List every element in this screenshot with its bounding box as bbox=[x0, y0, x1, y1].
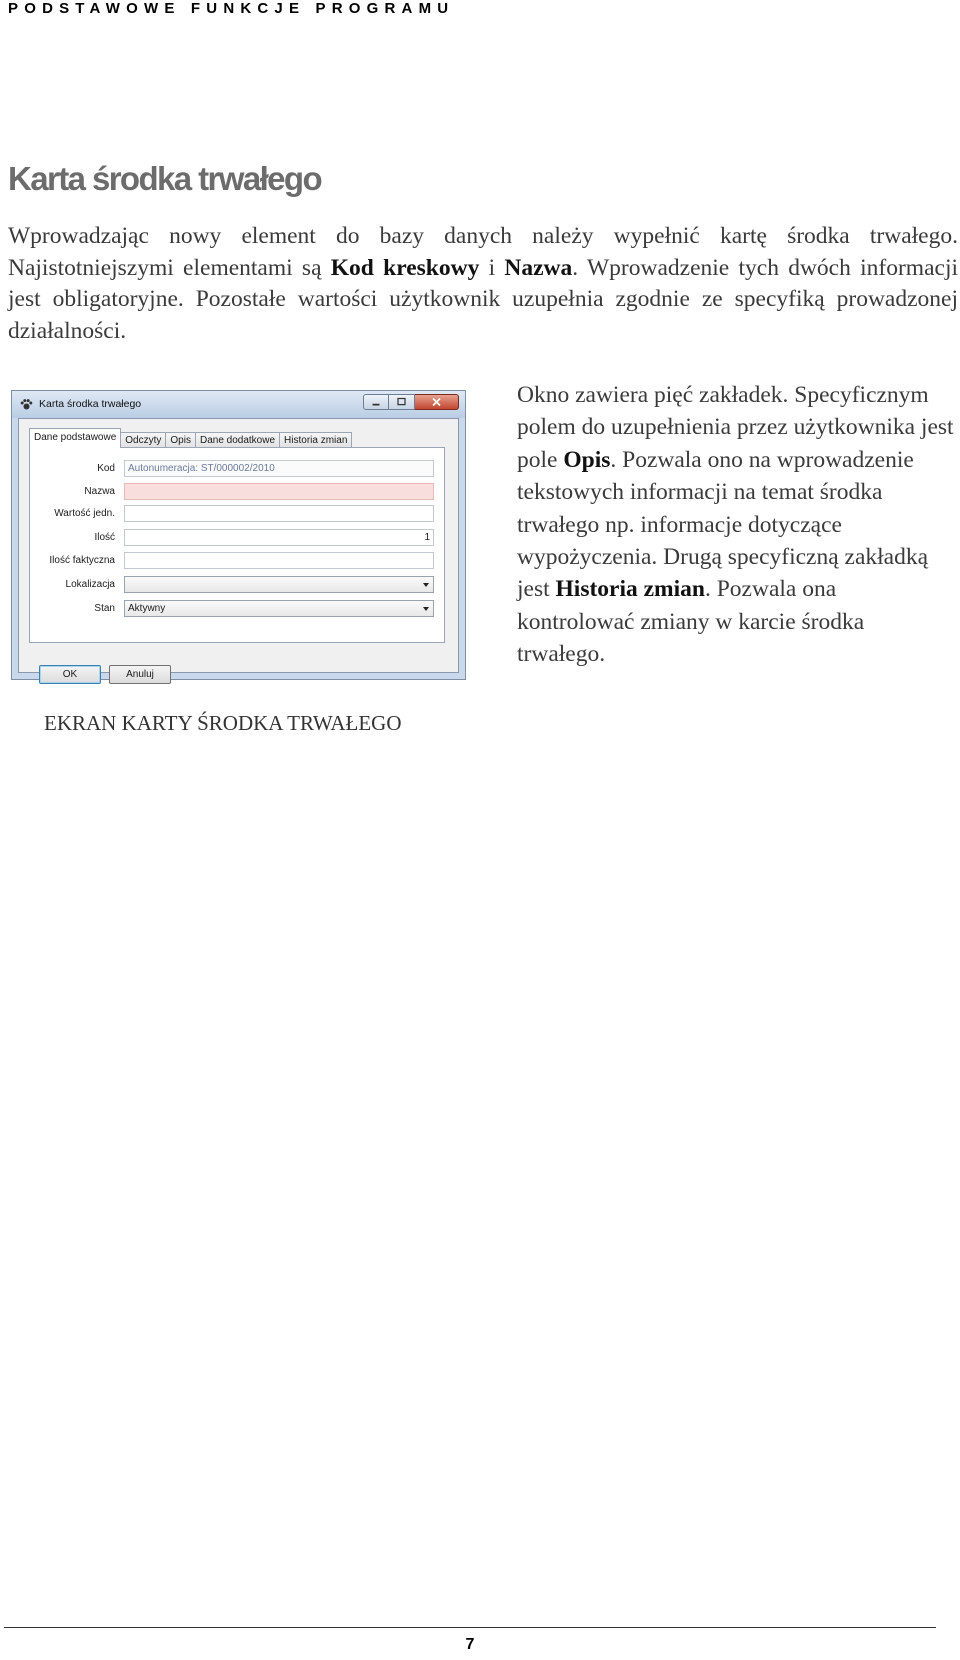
stan-dropdown[interactable] bbox=[124, 600, 434, 617]
stan-value: Aktywny bbox=[128, 603, 166, 614]
side-text: . Pozwala ono na wprowadzenie tekstowych informacji na temat środka trwałego np. informacje dotyczące wypożyczenia. Drugą specyficzną zakładką jest bbox=[517, 446, 929, 603]
ok-button[interactable]: OK bbox=[39, 665, 101, 684]
close-icon bbox=[415, 395, 458, 409]
minimize-icon bbox=[364, 395, 388, 409]
label-kod: Kod bbox=[97, 463, 115, 474]
tab-historia-zmian[interactable]: Historia zmian bbox=[279, 432, 352, 448]
side-bold-opis: Opis bbox=[563, 446, 611, 473]
cancel-button[interactable]: Anuluj bbox=[109, 665, 171, 684]
form-row-lokalizacja bbox=[30, 576, 446, 594]
window-client-area bbox=[18, 418, 459, 680]
minimize-button[interactable] bbox=[363, 394, 389, 410]
label-ilosc: Ilość bbox=[94, 532, 115, 543]
intro-text: . Wprowadzenie tych dwóch informacji jest obligatoryjne. Pozostałe wartości użytkownik uzupełnia zgodnie ze specyfiką prowadzonej działalności. bbox=[8, 254, 959, 345]
wartosc-jedn-field[interactable] bbox=[124, 505, 434, 522]
lokalizacja-dropdown[interactable] bbox=[124, 576, 434, 593]
running-head: PODSTAWOWE FUNKCJE PROGRAMU bbox=[8, 0, 455, 17]
intro-text: Wprowadzając nowy element do bazy danych należy wypełnić kartę środka trwałego. Najistotniejszymi elementami są bbox=[8, 223, 958, 281]
asset-card-window-screenshot bbox=[11, 390, 466, 680]
tab-panel-dane-podstawowe bbox=[29, 447, 445, 643]
label-stan: Stan bbox=[94, 603, 115, 614]
chevron-down-icon bbox=[423, 607, 429, 611]
intro-bold-barcode: Kod kreskowy bbox=[330, 254, 480, 281]
label-nazwa: Nazwa bbox=[84, 486, 115, 497]
nazwa-field[interactable] bbox=[124, 483, 434, 500]
tab-dane-podstawowe[interactable]: Dane podstawowe bbox=[29, 428, 121, 448]
window-title: Karta środka trwałego bbox=[39, 398, 142, 410]
form-row-stan bbox=[30, 600, 446, 618]
footer-rule bbox=[4, 1627, 936, 1628]
label-wartosc-jedn: Wartość jedn. bbox=[54, 508, 115, 519]
intro-bold-name: Nazwa bbox=[504, 254, 573, 281]
form-row-ilosc bbox=[30, 529, 446, 547]
side-text: . Pozwala ona kontrolować zmiany w karcie środka trwałego. bbox=[517, 576, 865, 668]
tab-dane-dodatkowe[interactable]: Dane dodatkowe bbox=[195, 432, 280, 448]
form-row-wartosc bbox=[30, 505, 446, 523]
form-row-nazwa bbox=[30, 483, 446, 501]
page-number: 7 bbox=[465, 1636, 475, 1653]
close-button[interactable] bbox=[415, 394, 459, 410]
maximize-icon bbox=[389, 395, 414, 409]
intro-text: i bbox=[479, 254, 505, 281]
kod-field[interactable]: Autonumeracja: ST/000002/2010 bbox=[124, 460, 434, 477]
figure-caption: EKRAN KARTY ŚRODKA TRWAŁEGO bbox=[44, 711, 402, 735]
form-row-kod bbox=[30, 460, 446, 478]
side-bold-historia-zmian: Historia zmian bbox=[555, 576, 705, 603]
side-paragraph bbox=[517, 379, 957, 671]
tab-opis[interactable]: Opis bbox=[165, 432, 196, 448]
form-row-ilosc-faktyczna bbox=[30, 552, 446, 570]
intro-paragraph bbox=[8, 221, 958, 348]
chevron-down-icon bbox=[423, 583, 429, 587]
tab-strip bbox=[29, 428, 351, 448]
paw-app-icon bbox=[20, 398, 33, 411]
ilosc-faktyczna-field[interactable] bbox=[124, 552, 434, 569]
label-lokalizacja: Lokalizacja bbox=[65, 579, 115, 590]
ilosc-field[interactable]: 1 bbox=[124, 529, 434, 546]
section-title: Karta środka trwałego bbox=[8, 160, 322, 197]
tab-odczyty[interactable]: Odczyty bbox=[120, 432, 166, 448]
label-ilosc-faktyczna: Ilość faktyczna bbox=[49, 555, 115, 566]
window-controls bbox=[363, 394, 459, 411]
maximize-button[interactable] bbox=[389, 394, 415, 410]
side-text: Okno zawiera pięć zakładek. Specyficznym polem do uzupełnienia przez użytkownika jest pole bbox=[517, 382, 954, 473]
window-titlebar[interactable] bbox=[12, 391, 465, 418]
